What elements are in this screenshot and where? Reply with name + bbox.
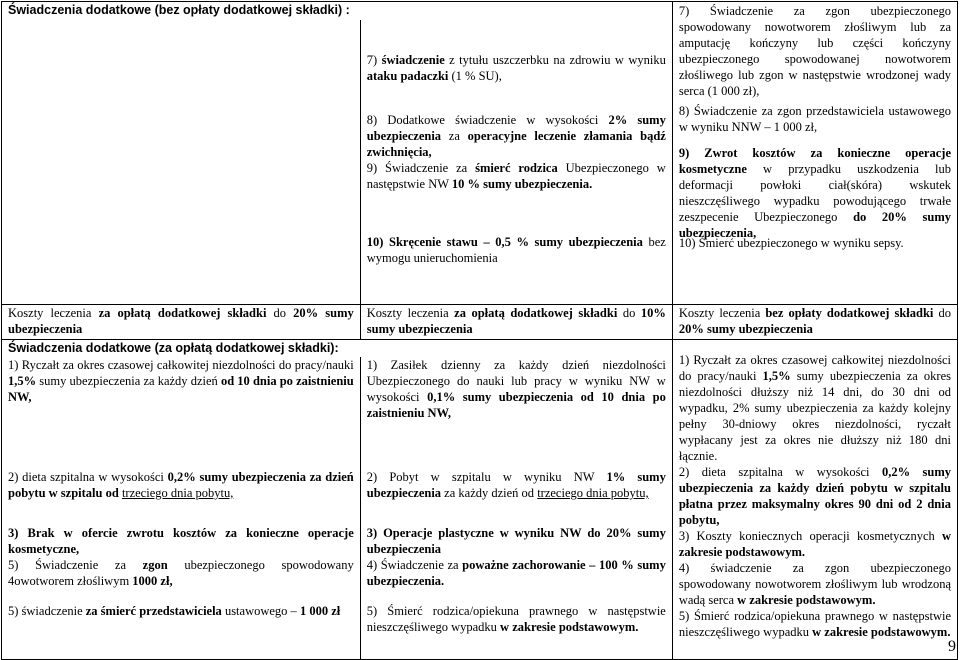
bottom-col3-item1: 1) Ryczałt za okres czasowej całkowitej niezdolności do pracy/nauki 1,5% sumy ubezpieczenia za okres niezdolności dłuższy niż 14 dni, do 30 dni od wypadku, 2% sumy ubezpieczenia za każdy kolejny pełny 30-dniowy okres niezdolności, ryczałt wypłacany jest za okres nie dłuższy niż 180 dni łącznie. <box>678 353 951 463</box>
cost-col2: Koszty leczenia za opłatą dodatkowej składki do 10% sumy ubezpieczenia <box>360 305 672 340</box>
top-col3-cell <box>672 2 957 305</box>
top-col1-empty <box>2 20 361 305</box>
bottom-col1-item5: 5) świadczenie za śmierć przedstawiciela ustawowego – 1 000 zł <box>8 604 341 618</box>
bottom-col3-cell <box>672 340 957 660</box>
top-col2-item10: 10) Skręcenie stawu – 0,5 % sumy ubezpieczenia bez wymogu unieruchomienia <box>366 235 666 265</box>
top-col2-item8: 8) Dodatkowe świadczenie w wysokości 2% sumy ubezpieczenia za operacyjne leczenie złamania bądź zwichnięcia, <box>366 113 666 159</box>
bottom-col1-item4: 5) Świadczenie za zgon ubezpieczonego spowodowany 4owotworem złośliwym 1000 zł, <box>8 558 354 588</box>
bottom-col1-item1: 1) Ryczałt za okres czasowej całkowitej niezdolności do pracy/nauki 1,5% sumy ubezpieczenia za każdy dzień od 10 dnia po zaistnieniu NW, <box>8 358 354 404</box>
bottom-col2-item1: 1) Zasiłek dzienny za każdy dzień niezdolności Ubezpieczonego do nauki lub pracy w wyniku NW w wysokości 0,1% sumy ubezpieczenia od 10 dnia po zaistnieniu NW, <box>366 358 666 420</box>
bottom-col2-item2: 2) Pobyt w szpitalu w wyniku NW 1% sumy ubezpieczenia za każdy dzień od trzeciego dnia pobytu, <box>366 470 666 500</box>
top-col3-item10: 10) Śmierć ubezpieczonego w wyniku sepsy. <box>678 236 904 250</box>
bottom-col1-item3: 3) Brak w ofercie zwrotu kosztów za konieczne operacje kosmetyczne, <box>8 526 354 556</box>
cost-col3: Koszty leczenia bez opłaty dodatkowej składki do 20% sumy ubezpieczenia <box>672 305 957 340</box>
benefits-table <box>1 1 958 660</box>
top-col3-item9: 9) Zwrot kosztów za konieczne operacje kosmetyczne w przypadku uszkodzenia lub deformacji powłoki ciał(skóra) wskutek nieszczęśliwego wypadku powodującego trwałe zeszpecenie Ubezpieczonego do 20% sumy ubezpieczenia, <box>678 146 951 240</box>
bottom-col1-cell <box>2 357 361 660</box>
bottom-col1-item2: 2) dieta szpitalna w wysokości 0,2% sumy ubezpieczenia za dzień pobytu w szpitalu od trzeciego dnia pobytu, <box>8 470 354 500</box>
bottom-col3-item3: 3) Koszty koniecznych operacji kosmetycznych w zakresie podstawowym. <box>678 529 951 559</box>
bottom-col3-item2: 2) dieta szpitalna w wysokości 0,2% sumy ubezpieczenia za każdy dzień pobytu w szpitalu płatna przez maksymalny okres 90 dni od 2 dnia pobytu, <box>678 465 952 527</box>
top-col3-item7: 7) Świadczenie za zgon ubezpieczonego spowodowany nowotworem złośliwym lub za amputację kończyny lub części kończyny ubezpieczonego spowodowanej nowotworem złośliwego lub zgon w następstwie wrodzonej wady serca (1 000 zł), <box>678 4 951 98</box>
bottom-col3-item4: 4) świadczenie za zgon ubezpieczonego spowodowany nowotworem złośliwym lub wrodzoną wadą serca w zakresie podstawowym. <box>678 561 951 607</box>
top-col3-item8: 8) Świadczenie za zgon przedstawiciela ustawowego w wyniku NNW – 1 000 zł, <box>678 104 951 134</box>
cost-col1: Koszty leczenia za opłatą dodatkowej składki do 20% sumy ubezpieczenia <box>2 305 361 340</box>
bottom-col3-item5: 5) Śmierć rodzica/opiekuna prawnego w następstwie nieszczęśliwego wypadku w zakresie podstawowym. <box>678 609 951 639</box>
top-col2-item9: 9) Świadczenie za śmierć rodzica Ubezpieczonego w następstwie NW 10 % sumy ubezpieczenia. <box>366 161 666 191</box>
page-number: 9 <box>948 638 956 655</box>
bottom-col2-item3: 3) Operacje plastyczne w wyniku NW do 20% sumy ubezpieczenia <box>366 526 666 556</box>
bottom-col2-item5: 5) Śmierć rodzica/opiekuna prawnego w następstwie nieszczęśliwego wypadku w zakresie podstawowym. <box>366 604 666 634</box>
top-col2-item7: 7) świadczenie z tytułu uszczerbku na zdrowiu w wyniku ataku padaczki (1 % SU), <box>366 53 666 83</box>
section-header-paid: Świadczenia dodatkowe (za opłatą dodatkowej składki): <box>2 340 673 358</box>
bottom-col2-item4: 4) Świadczenie za poważne zachorowanie – 100 % sumy ubezpieczenia. <box>366 558 666 588</box>
bottom-col2-cell <box>360 357 672 660</box>
section-header-free: Świadczenia dodatkowe (bez opłaty dodatkowej składki) : <box>2 2 673 21</box>
top-col2-cell <box>360 20 672 305</box>
